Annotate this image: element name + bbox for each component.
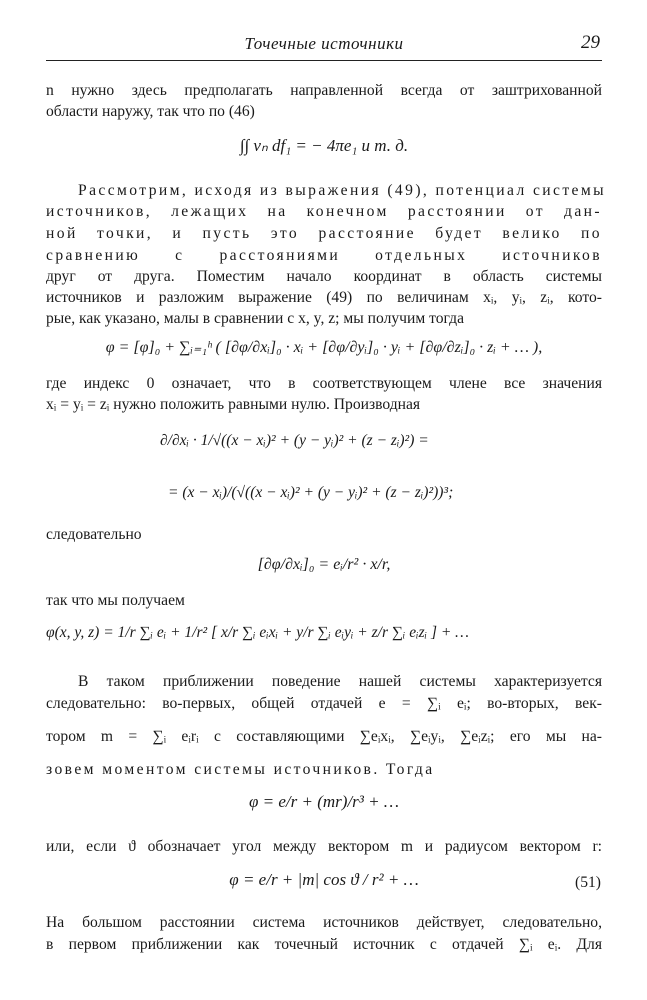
page-header <box>46 30 602 61</box>
equation-51: φ = e/r + |m| cos ϑ / r² + … <box>229 870 419 889</box>
paragraph-start: В таком приближении поведение нашей системы характеризуется <box>78 673 602 690</box>
text-line: в первом приближении как точечный источник с отдачей ∑ᵢ eᵢ. Для <box>46 936 602 953</box>
equation-derivative-1: ∂/∂xᵢ · 1/√((x − xᵢ)² + (y − yᵢ)² + (z − zᵢ)²) = <box>160 432 429 449</box>
text-line: сравнению с расстояниями отдельных источников <box>46 247 602 264</box>
text-line: рые, как указано, малы в сравнении с x, y, z; мы получим тогда <box>46 310 464 327</box>
text-line: или, если ϑ обозначает угол между вектором m и радиусом вектором r: <box>46 838 602 855</box>
equation-number: (51) <box>575 874 601 891</box>
equation-potential-expansion: φ(x, y, z) = 1/r ∑ᵢ eᵢ + 1/r² [ x/r ∑ᵢ eᵢxᵢ + y/r ∑ᵢ eᵢyᵢ + z/r ∑ᵢ eᵢzᵢ ] + … <box>46 624 469 641</box>
equation-46: ∫∫ vₙ df₁ = − 4πe₁ и т. д. <box>239 136 409 155</box>
equation-phi-expansion: φ = [φ]₀ + ∑ᵢ₌₁ʰ ( [∂φ/∂xᵢ]₀ · xᵢ + [∂φ/∂yᵢ]₀ · yᵢ + [∂φ/∂zᵢ]₀ · zᵢ + … ), <box>105 339 543 356</box>
running-title: Точечные источники <box>244 34 404 53</box>
text-line: На большом расстоянии система источников действует, следовательно, <box>46 914 602 931</box>
text-line: области наружу, так что по (46) <box>46 103 255 120</box>
text-line: xᵢ = yᵢ = zᵢ нужно положить равными нулю. Производная <box>46 396 421 413</box>
equation-gradient: [∂φ/∂xᵢ]₀ = eᵢ/r² · x/r, <box>257 556 391 573</box>
page-number: 29 <box>581 32 600 53</box>
text-line: следовательно: во-первых, общей отдачей e = ∑ᵢ eᵢ; во-вторых, век- <box>46 695 602 712</box>
equation-dipole: φ = e/r + (mr)/r³ + … <box>249 792 399 811</box>
text-line: ной точки, и пусть это расстояние будет велико по <box>46 225 602 242</box>
text-line: друг от друга. Поместим начало координат в область системы <box>46 268 602 285</box>
text-line: источников и разложим выражение (49) по величинам xᵢ, yᵢ, zᵢ, кото- <box>46 289 602 306</box>
text-line: где индекс 0 означает, что в соответствующем члене все значения <box>46 375 602 392</box>
paragraph-start: Рассмотрим, исходя из выражения (49), потенциал системы <box>78 182 607 199</box>
text-line: следовательно <box>46 526 142 543</box>
text-line: n нужно здесь предполагать направленной всегда от заштрихованной <box>46 82 602 99</box>
text-line: источников, лежащих на конечном расстоянии от дан- <box>46 203 602 220</box>
text-line: тором m = ∑ᵢ eᵢrᵢ с составляющими ∑eᵢxᵢ, ∑eᵢyᵢ, ∑eᵢzᵢ; его мы на- <box>46 728 602 745</box>
text-line: зовем моментом системы источников. Тогда <box>46 761 435 778</box>
equation-derivative-2: = (x − xᵢ)/(√((x − xᵢ)² + (y − yᵢ)² + (z − zᵢ)²))³; <box>168 484 454 501</box>
text-line: так что мы получаем <box>46 592 185 609</box>
